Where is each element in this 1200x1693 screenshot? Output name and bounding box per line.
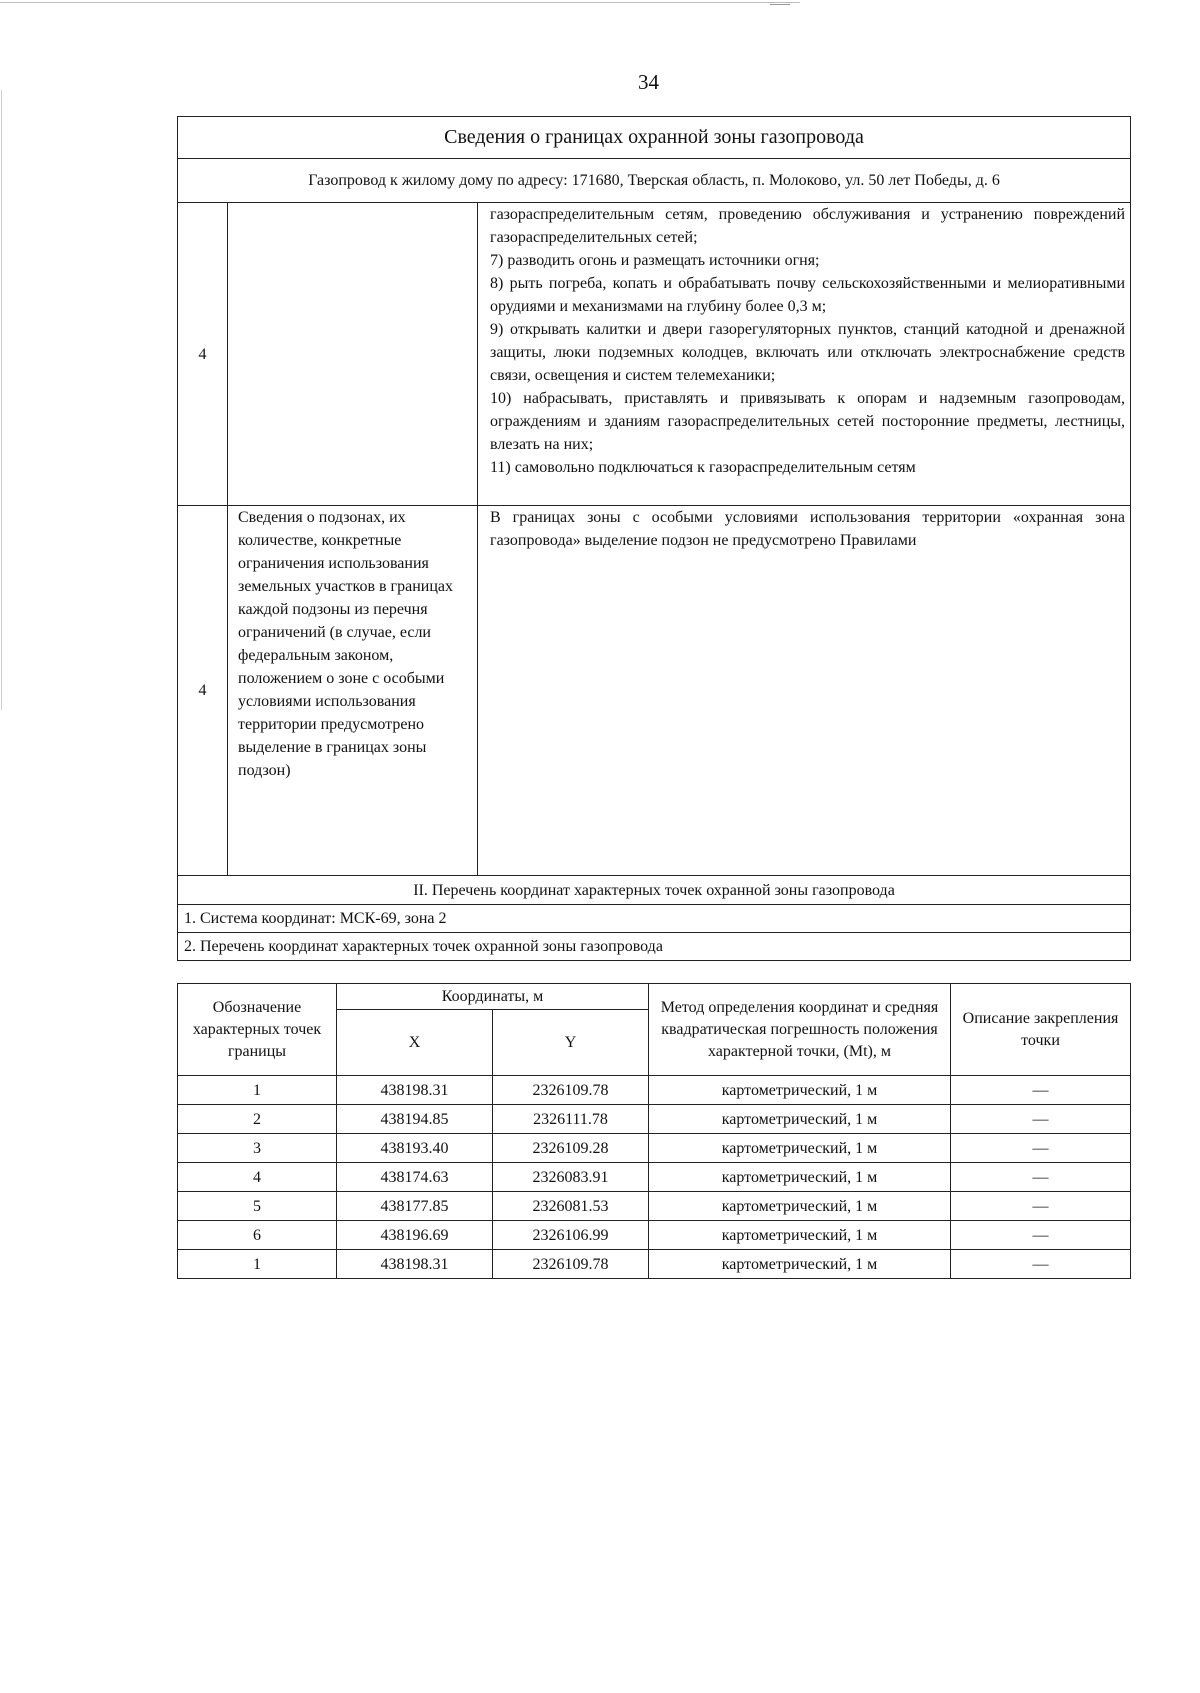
- header-description: Описание закрепления точки: [951, 984, 1131, 1076]
- coord-y: 2326081.53: [493, 1192, 649, 1221]
- header-y: Y: [493, 1010, 649, 1076]
- description: —: [951, 1076, 1131, 1105]
- description: —: [951, 1134, 1131, 1163]
- method: картометрический, 1 м: [649, 1076, 951, 1105]
- method: картометрический, 1 м: [649, 1134, 951, 1163]
- coord-y: 2326111.78: [493, 1105, 649, 1134]
- coord-x: 438194.85: [337, 1105, 493, 1134]
- description: —: [951, 1163, 1131, 1192]
- coord-x: 438196.69: [337, 1221, 493, 1250]
- point-number: 3: [178, 1134, 337, 1163]
- method: картометрический, 1 м: [649, 1250, 951, 1279]
- coord-x: 438198.31: [337, 1250, 493, 1279]
- table-row: [178, 1076, 1131, 1105]
- table-row: [178, 1192, 1131, 1221]
- restriction-line: 9) открывать калитки и двери газорегуляторных пунктов, станций катодной и дренажной защиты, люки подземных колодцев, включать или отключать электроснабжение средств связи, освещения и систем телемеханики;: [490, 321, 1126, 384]
- point-number: 1: [178, 1076, 337, 1105]
- point-number: 1: [178, 1250, 337, 1279]
- coord-y: 2326109.78: [493, 1250, 649, 1279]
- point-number: 5: [178, 1192, 337, 1221]
- restriction-line: 7) разводить огонь и размещать источники огня;: [490, 252, 820, 269]
- header-coordinates: Координаты, м: [337, 984, 649, 1010]
- description: —: [951, 1221, 1131, 1250]
- header-designation: Обозначение характерных точек границы: [178, 984, 337, 1076]
- restriction-line: 11) самовольно подключаться к газораспределительным сетям: [490, 459, 916, 476]
- coord-y: 2326083.91: [493, 1163, 649, 1192]
- scan-edge-mark: [770, 4, 790, 5]
- restriction-line: 10) набрасывать, приставлять и привязывать к опорам и надземным газопроводам, ограждениям и зданиям газораспределительных сетей посторонние предметы, лестницы, влезать на них;: [490, 390, 1126, 453]
- table-title: Сведения о границах охранной зоны газопровода: [178, 117, 1131, 159]
- restrictions-list: [478, 203, 1131, 506]
- table-row: [178, 1134, 1131, 1163]
- coord-x: 438177.85: [337, 1192, 493, 1221]
- point-number: 6: [178, 1221, 337, 1250]
- table-row: [178, 1163, 1131, 1192]
- coord-y: 2326106.99: [493, 1221, 649, 1250]
- coord-x: 438198.31: [337, 1076, 493, 1105]
- subzones-label: Сведения о подзонах, их количестве, конкретные ограничения использования земельных участков в границах каждой подзоны из перечня ограничений (в случае, если федеральным законом, положением о зоне с особыми условиями использования территории предусмотрено выделение в границах зоны подзон): [228, 506, 478, 876]
- table-row: [178, 1221, 1131, 1250]
- scan-edge-line: [0, 2, 800, 3]
- restriction-line: 8) рыть погреба, копать и обрабатывать почву сельскохозяйственными и мелиоративными орудиями и механизмами на глубину более 0,3 м;: [490, 275, 1126, 315]
- method: картометрический, 1 м: [649, 1221, 951, 1250]
- coordinates-table: [177, 983, 1131, 1279]
- coord-y: 2326109.78: [493, 1076, 649, 1105]
- description: —: [951, 1105, 1131, 1134]
- header-method-text: Метод определения координат и средняя квадратическая погрешность положения характерной точки, (Mt), м: [660, 998, 939, 1060]
- coordinate-system: 1. Система координат: МСК-69, зона 2: [178, 905, 1131, 933]
- gas-pipeline-address: Газопровод к жилому дому по адресу: 171680, Тверская область, п. Молоково, ул. 50 лет Победы, д. 6: [178, 159, 1131, 203]
- coordinates-list-title: 2. Перечень координат характерных точек охранной зоны газопровода: [178, 933, 1131, 961]
- zone-info-table: [177, 116, 1131, 961]
- header-method: [649, 984, 951, 1076]
- method: картометрический, 1 м: [649, 1105, 951, 1134]
- coord-x: 438193.40: [337, 1134, 493, 1163]
- description: —: [951, 1250, 1131, 1279]
- point-number: 4: [178, 1163, 337, 1192]
- page-number: 34: [638, 70, 659, 94]
- point-number: 2: [178, 1105, 337, 1134]
- table-row: [178, 1105, 1131, 1134]
- description: —: [951, 1192, 1131, 1221]
- coord-x: 438174.63: [337, 1163, 493, 1192]
- row-number: 4: [178, 203, 228, 506]
- row-label-empty: [228, 203, 478, 506]
- table-row: [178, 1250, 1131, 1279]
- method: картометрический, 1 м: [649, 1163, 951, 1192]
- method: картометрический, 1 м: [649, 1192, 951, 1221]
- coord-y: 2326109.28: [493, 1134, 649, 1163]
- subzones-text: В границах зоны с особыми условиями использования территории «охранная зона газопровода» выделение подзон не предусмотрено Правилами: [478, 506, 1131, 876]
- row-number: 4: [178, 506, 228, 876]
- header-x: X: [337, 1010, 493, 1076]
- restriction-line: газораспределительным сетям, проведению обслуживания и устранению повреждений газораспределительных сетей;: [490, 206, 1126, 246]
- coordinates-section-title: II. Перечень координат характерных точек охранной зоны газопровода: [178, 876, 1131, 905]
- scan-left-edge: [1, 90, 2, 710]
